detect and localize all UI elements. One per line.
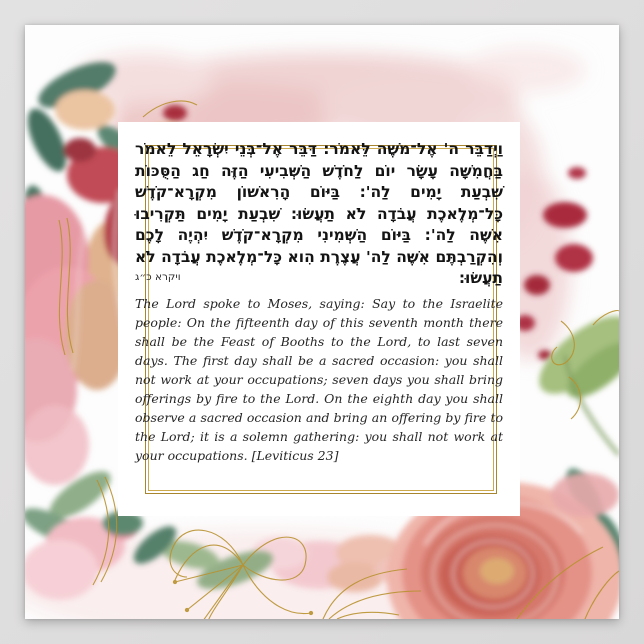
- sukkot-poster: [25, 25, 619, 619]
- hebrew-citation: ויקרא כ״ג: [135, 270, 181, 283]
- panel-content: [118, 122, 520, 516]
- text-panel: [118, 122, 520, 516]
- hebrew-scripture-text: וַיְדַבֵּר ה' אֶל־מֹשֶׁה לֵּאמֹר: דַּבֵּר אֶל־בְּנֵי יִשְׂרָאֵל לֵאמֹר בַּחֲמִשָּׁה עָשָׂר יוֹם לַחֹדֶשׁ הַשְּׁבִיעִי הַזֶּה חַג הַסֻּכּוֹת שִׁבְעַת יָמִים לַה': בַּיּוֹם הָרִאשׁוֹן מִקְרָא־קֹדֶשׁ כָּל־מְלֶאכֶת עֲבֹדָה לֹא תַעֲשׂוּ: שִׁבְעַת יָמִים תַּקְרִיבוּ אִשֶּׁה לַה': בַּיּוֹם הַשְּׁמִינִי מִקְרָא־קֹדֶשׁ יִהְיֶה לָכֶם וְהִקְרַבְתֶּם אִשֶּׁה לַה' עֲצֶרֶת הִוא כָּל־מְלֶאכֶת עֲבֹדָה לֹא תַעֲשׂוּ:: [135, 140, 503, 287]
- english-translation-text: The Lord spoke to Moses, saying: Say to the Israelite people: On the fifteenth day of this seventh month there shall be the Feast of Booths to the Lord, to last seven days. The first day shall be a sacred occasion: you shall not work at your occupations; seven days you shall bring offerings by fire to the Lord. On the eighth day you shall observe a sacred occasion and bring an offering by fire to the Lord; it is a solemn gathering: you shall not work at your occupations. [Leviticus 23]: [135, 295, 503, 463]
